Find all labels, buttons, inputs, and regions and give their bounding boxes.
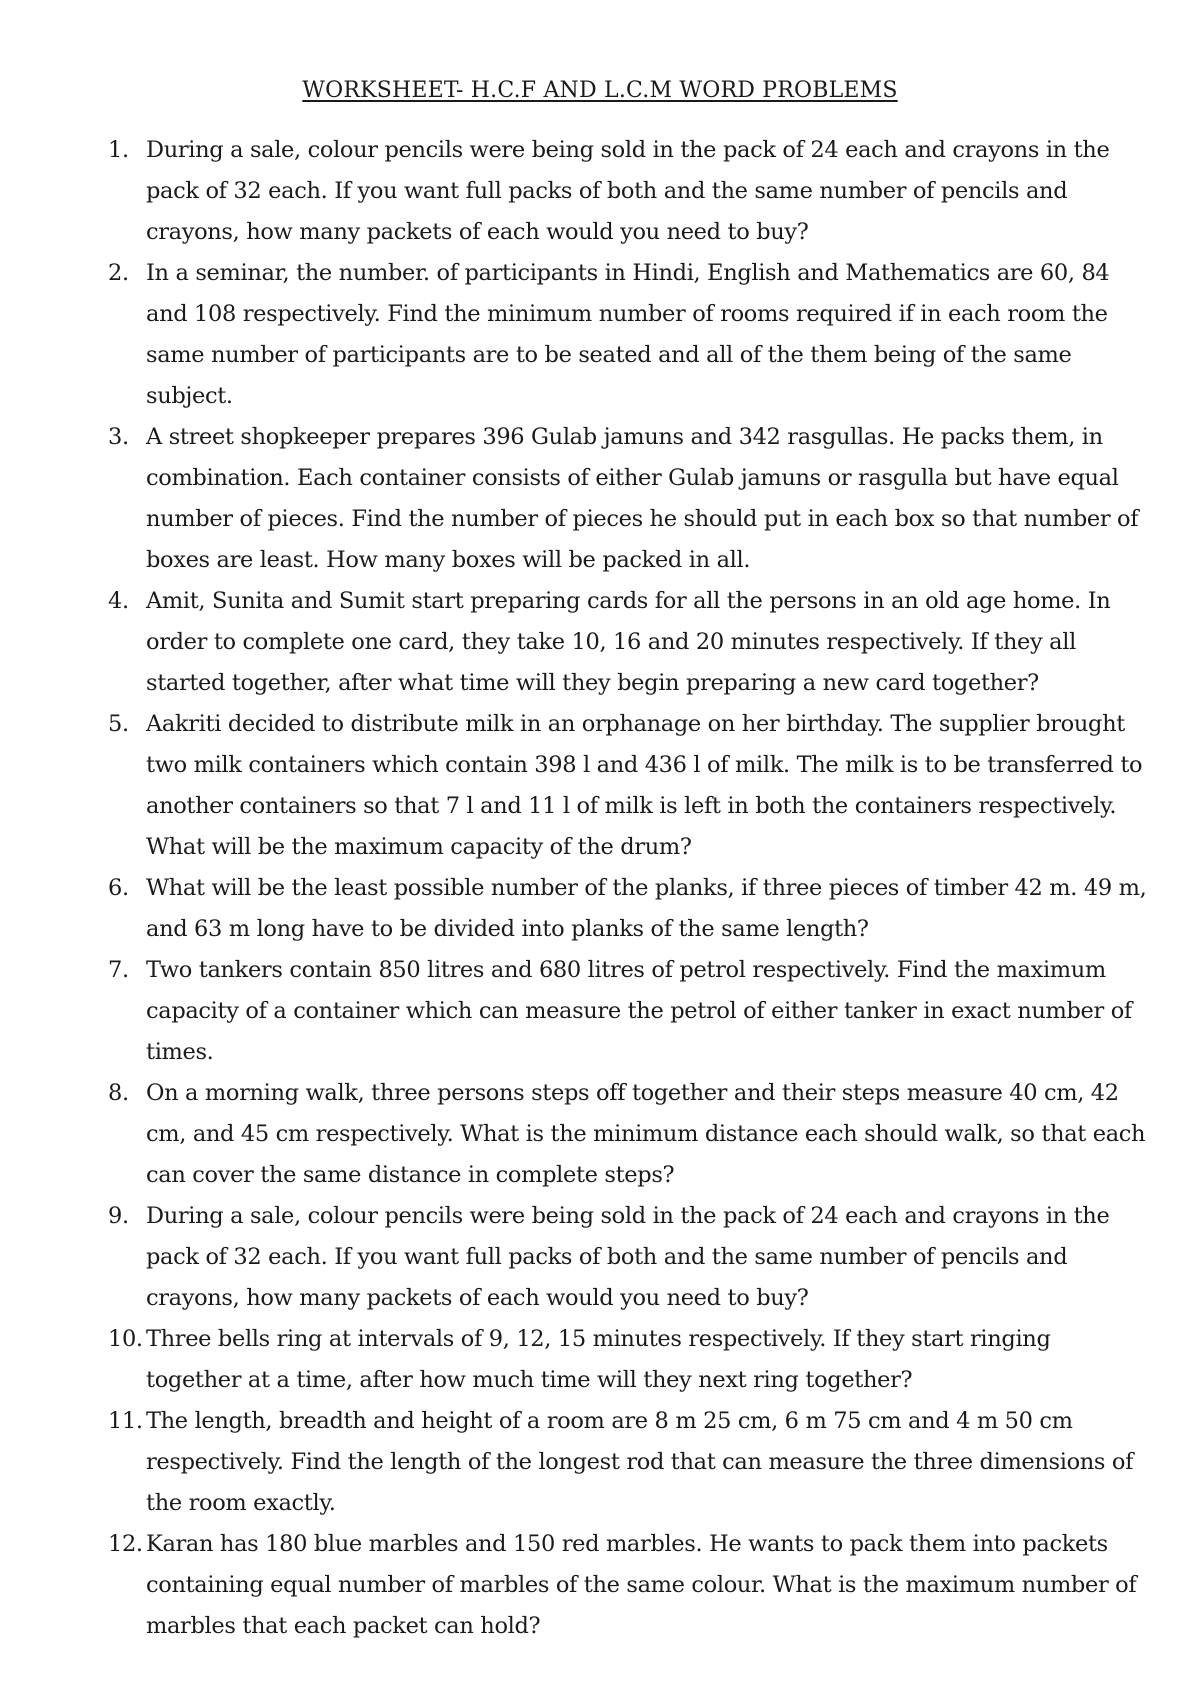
problem-item: [108, 1319, 1148, 1401]
problem-number: 12.: [108, 1531, 143, 1557]
problem-number: 3.: [108, 424, 129, 450]
problem-list: [108, 130, 1148, 1647]
problem-item: [108, 581, 1148, 704]
problem-item: [108, 1073, 1148, 1196]
problem-item: [108, 704, 1148, 868]
problem-text: Karan has 180 blue marbles and 150 red marbles. He wants to pack them into packets containing equal number of marbles of the same colour. What is the maximum number of marbles that each packet can hold?: [146, 1531, 1137, 1639]
problem-text: A street shopkeeper prepares 396 Gulab jamuns and 342 rasgullas. He packs them, in combination. Each container consists of either Gulab jamuns or rasgulla but have equal number of pieces. Find the number of pieces he should put in each box so that number of boxes are least. How many boxes will be packed in all.: [146, 424, 1139, 573]
problem-number: 5.: [108, 711, 129, 737]
problem-item: [108, 950, 1148, 1073]
problem-number: 11.: [108, 1408, 143, 1434]
problem-number: 6.: [108, 875, 129, 901]
problem-item: [108, 868, 1148, 950]
problem-item: [108, 1196, 1148, 1319]
problem-text: What will be the least possible number of the planks, if three pieces of timber 42 m. 49 m, and 63 m long have to be divided into planks of the same length?: [146, 875, 1147, 942]
problem-text: Amit, Sunita and Sumit start preparing cards for all the persons in an old age home. In order to complete one card, they take 10, 16 and 20 minutes respectively. If they all started together, after what time will they begin preparing a new card together?: [146, 588, 1111, 696]
problem-item: [108, 1524, 1148, 1647]
problem-text: Three bells ring at intervals of 9, 12, 15 minutes respectively. If they start ringing together at a time, after how much time will they next ring together?: [146, 1326, 1051, 1393]
problem-number: 1.: [108, 137, 129, 163]
problem-number: 10.: [108, 1326, 143, 1352]
worksheet-title: WORKSHEET- H.C.F AND L.C.M WORD PROBLEMS: [302, 78, 898, 103]
problem-text: The length, breadth and height of a room are 8 m 25 cm, 6 m 75 cm and 4 m 50 cm respectively. Find the length of the longest rod that can measure the three dimensions of the room exactly.: [146, 1408, 1134, 1516]
problem-item: [108, 130, 1148, 253]
problem-number: 9.: [108, 1203, 129, 1229]
problem-number: 2.: [108, 260, 129, 286]
problem-item: [108, 1401, 1148, 1524]
problem-text: During a sale, colour pencils were being sold in the pack of 24 each and crayons in the pack of 32 each. If you want full packs of both and the same number of pencils and crayons, how many packets of each would you need to buy?: [146, 1203, 1110, 1311]
problem-number: 7.: [108, 957, 129, 983]
problem-text: Aakriti decided to distribute milk in an orphanage on her birthday. The supplier brought two milk containers which contain 398 l and 436 l of milk. The milk is to be transferred to another containers so that 7 l and 11 l of milk is left in both the containers respectively. What will be the maximum capacity of the drum?: [146, 711, 1143, 860]
problem-item: [108, 417, 1148, 581]
problem-text: In a seminar, the number. of participants in Hindi, English and Mathematics are 60, 84 and 108 respectively. Find the minimum number of rooms required if in each room the same number of participants are to be seated and all of the them being of the same subject.: [146, 260, 1110, 409]
problem-text: During a sale, colour pencils were being sold in the pack of 24 each and crayons in the pack of 32 each. If you want full packs of both and the same number of pencils and crayons, how many packets of each would you need to buy?: [146, 137, 1110, 245]
problem-text: On a morning walk, three persons steps off together and their steps measure 40 cm, 42 cm, and 45 cm respectively. What is the minimum distance each should walk, so that each can cover the same distance in complete steps?: [146, 1080, 1146, 1188]
problem-number: 4.: [108, 588, 129, 614]
problem-item: [108, 253, 1148, 417]
problem-text: Two tankers contain 850 litres and 680 litres of petrol respectively. Find the maximum capacity of a container which can measure the petrol of either tanker in exact number of times.: [146, 957, 1132, 1065]
problem-number: 8.: [108, 1080, 129, 1106]
